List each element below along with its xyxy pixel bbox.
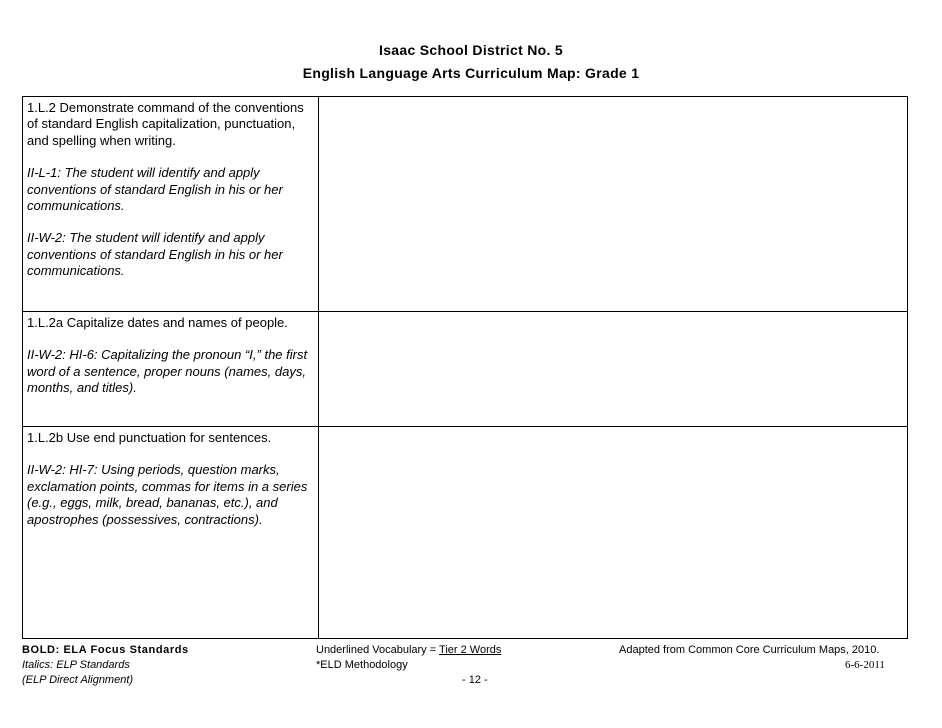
elp-standard: II-L-1: The student will identify and apply conventions of standard English in his or her communications. bbox=[27, 165, 283, 214]
table-row bbox=[23, 97, 908, 312]
curriculum-map-table bbox=[22, 96, 908, 639]
elp-standard: II-W-2: HI-7: Using periods, question marks, exclamation points, commas for items in a series (e.g., eggs, milk, bread, bananas, etc.), and apostrophes (possessives, contractions). bbox=[27, 462, 308, 527]
document-subtitle: English Language Arts Curriculum Map: Grade 1 bbox=[302, 65, 640, 81]
standards-cell bbox=[23, 427, 319, 639]
italics-legend: Italics: ELP Standards bbox=[22, 659, 130, 671]
elp-standard: II-W-2: HI-6: Capitalizing the pronoun “I,” the first word of a sentence, proper nouns (names, days, months, and titles). bbox=[27, 347, 308, 396]
vocabulary-prefix: Underlined Vocabulary = bbox=[316, 644, 440, 656]
table-row bbox=[23, 427, 908, 639]
notes-cell bbox=[319, 312, 908, 427]
page-number: - 12 - bbox=[462, 674, 488, 686]
notes-cell bbox=[319, 427, 908, 639]
bold-legend: BOLD: ELA Focus Standards bbox=[22, 644, 189, 656]
standards-cell bbox=[23, 312, 319, 427]
ela-standard: 1.L.2a Capitalize dates and names of people. bbox=[27, 315, 288, 330]
elp-standard: II-W-2: The student will identify and apply conventions of standard English in his or her communications. bbox=[27, 230, 283, 279]
adapted-note: Adapted from Common Core Curriculum Maps, 2010. bbox=[619, 644, 880, 656]
ela-standard: 1.L.2b Use end punctuation for sentences. bbox=[27, 430, 272, 445]
document-title: Isaac School District No. 5 bbox=[379, 42, 563, 58]
ela-standard: 1.L.2 Demonstrate command of the conventions of standard English capitalization, punctuation, and spelling when writing. bbox=[27, 100, 304, 148]
elp-alignment-legend: (ELP Direct Alignment) bbox=[22, 674, 134, 686]
revision-date: 6-6-2011 bbox=[845, 659, 885, 671]
table-row bbox=[23, 312, 908, 427]
eld-methodology-legend: *ELD Methodology bbox=[316, 659, 408, 671]
standards-cell bbox=[23, 97, 319, 312]
vocabulary-legend bbox=[316, 643, 501, 658]
notes-cell bbox=[319, 97, 908, 312]
tier-words: Tier 2 Words bbox=[439, 644, 502, 656]
